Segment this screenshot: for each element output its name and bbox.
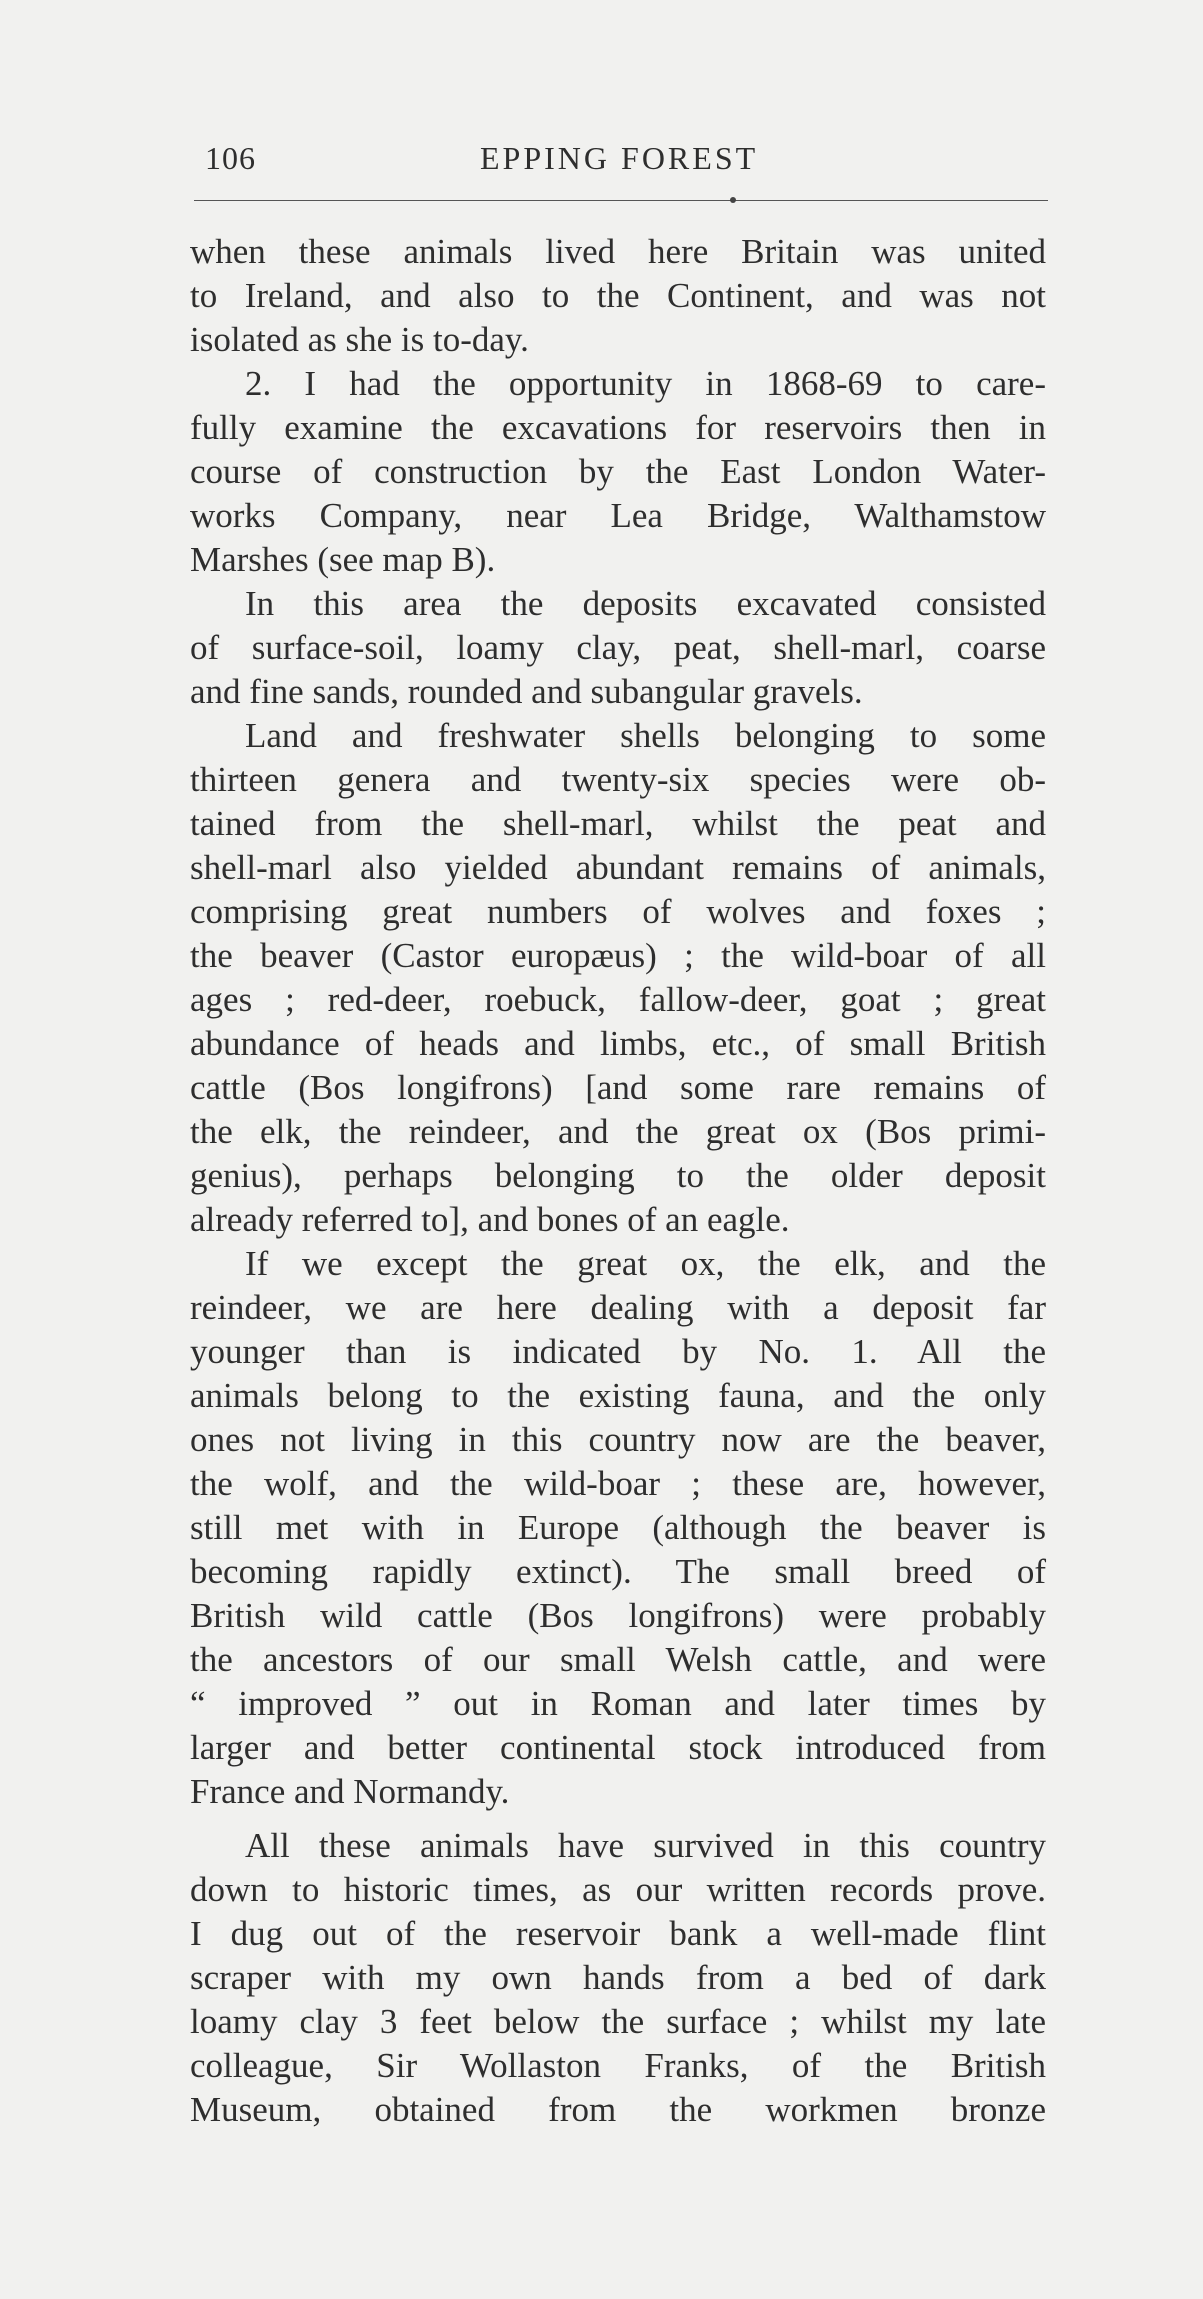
text-line: the wolf, and the wild-boar ; these are, however, xyxy=(190,1464,1046,1503)
text-line: genius), perhaps belonging to the older deposit xyxy=(190,1156,1046,1195)
text-line: works Company, near Lea Bridge, Walthamstow xyxy=(190,496,1046,535)
text-line: 2. I had the opportunity in 1868-69 to care- xyxy=(245,364,1046,403)
text-line: tained from the shell-marl, whilst the peat and xyxy=(190,804,1046,843)
text-line: In this area the deposits excavated consisted xyxy=(245,584,1046,623)
text-line: of surface-soil, loamy clay, peat, shell-marl, coarse xyxy=(190,628,1046,667)
text-line: scraper with my own hands from a bed of dark xyxy=(190,1958,1046,1997)
text-line: the beaver (Castor europæus) ; the wild-boar of all xyxy=(190,936,1046,975)
text-line: All these animals have survived in this country xyxy=(245,1826,1046,1865)
header-rule-ornament xyxy=(730,197,736,203)
header-rule xyxy=(194,200,1048,201)
text-line: comprising great numbers of wolves and foxes ; xyxy=(190,892,1046,931)
text-line: down to historic times, as our written records prove. xyxy=(190,1870,1046,1909)
text-line: abundance of heads and limbs, etc., of small British xyxy=(190,1024,1046,1063)
text-line: colleague, Sir Wollaston Franks, of the British xyxy=(190,2046,1046,2085)
text-line: when these animals lived here Britain was united xyxy=(190,232,1046,271)
text-line: If we except the great ox, the elk, and the xyxy=(245,1244,1046,1283)
text-line: still met with in Europe (although the beaver is xyxy=(190,1508,1046,1547)
running-title: EPPING FOREST xyxy=(480,140,759,176)
text-line: loamy clay 3 feet below the surface ; whilst my late xyxy=(190,2002,1046,2041)
text-line: France and Normandy. xyxy=(190,1772,510,1811)
body-text xyxy=(190,230,1046,2132)
text-line: already referred to], and bones of an eagle. xyxy=(190,1200,790,1239)
text-line: the ancestors of our small Welsh cattle, and were xyxy=(190,1640,1046,1679)
page-header xyxy=(190,140,1050,180)
text-line: I dug out of the reservoir bank a well-made flint xyxy=(190,1914,1046,1953)
text-line: younger than is indicated by No. 1. All the xyxy=(190,1332,1046,1371)
text-line: and fine sands, rounded and subangular gravels. xyxy=(190,672,863,711)
text-line: reindeer, we are here dealing with a deposit far xyxy=(190,1288,1046,1327)
text-line: British wild cattle (Bos longifrons) were probably xyxy=(190,1596,1046,1635)
text-line: course of construction by the East London Water- xyxy=(190,452,1046,491)
text-line: ages ; red-deer, roebuck, fallow-deer, goat ; great xyxy=(190,980,1046,1019)
text-line: fully examine the excavations for reservoirs then in xyxy=(190,408,1046,447)
text-line: isolated as she is to-day. xyxy=(190,320,529,359)
text-line: ones not living in this country now are the beaver, xyxy=(190,1420,1046,1459)
text-line: to Ireland, and also to the Continent, and was not xyxy=(190,276,1046,315)
page-number: 106 xyxy=(205,140,256,176)
text-line: becoming rapidly extinct). The small breed of xyxy=(190,1552,1046,1591)
text-line: “ improved ” out in Roman and later times by xyxy=(190,1684,1046,1723)
text-line: thirteen genera and twenty-six species were ob- xyxy=(190,760,1046,799)
text-line: shell-marl also yielded abundant remains of animals, xyxy=(190,848,1046,887)
text-line: Land and freshwater shells belonging to some xyxy=(245,716,1046,755)
text-line: larger and better continental stock introduced from xyxy=(190,1728,1046,1767)
text-line: animals belong to the existing fauna, and the only xyxy=(190,1376,1046,1415)
text-line: cattle (Bos longifrons) [and some rare remains of xyxy=(190,1068,1046,1107)
text-line: the elk, the reindeer, and the great ox (Bos primi- xyxy=(190,1112,1046,1151)
text-line: Museum, obtained from the workmen bronze xyxy=(190,2090,1046,2129)
text-line: Marshes (see map B). xyxy=(190,540,496,579)
